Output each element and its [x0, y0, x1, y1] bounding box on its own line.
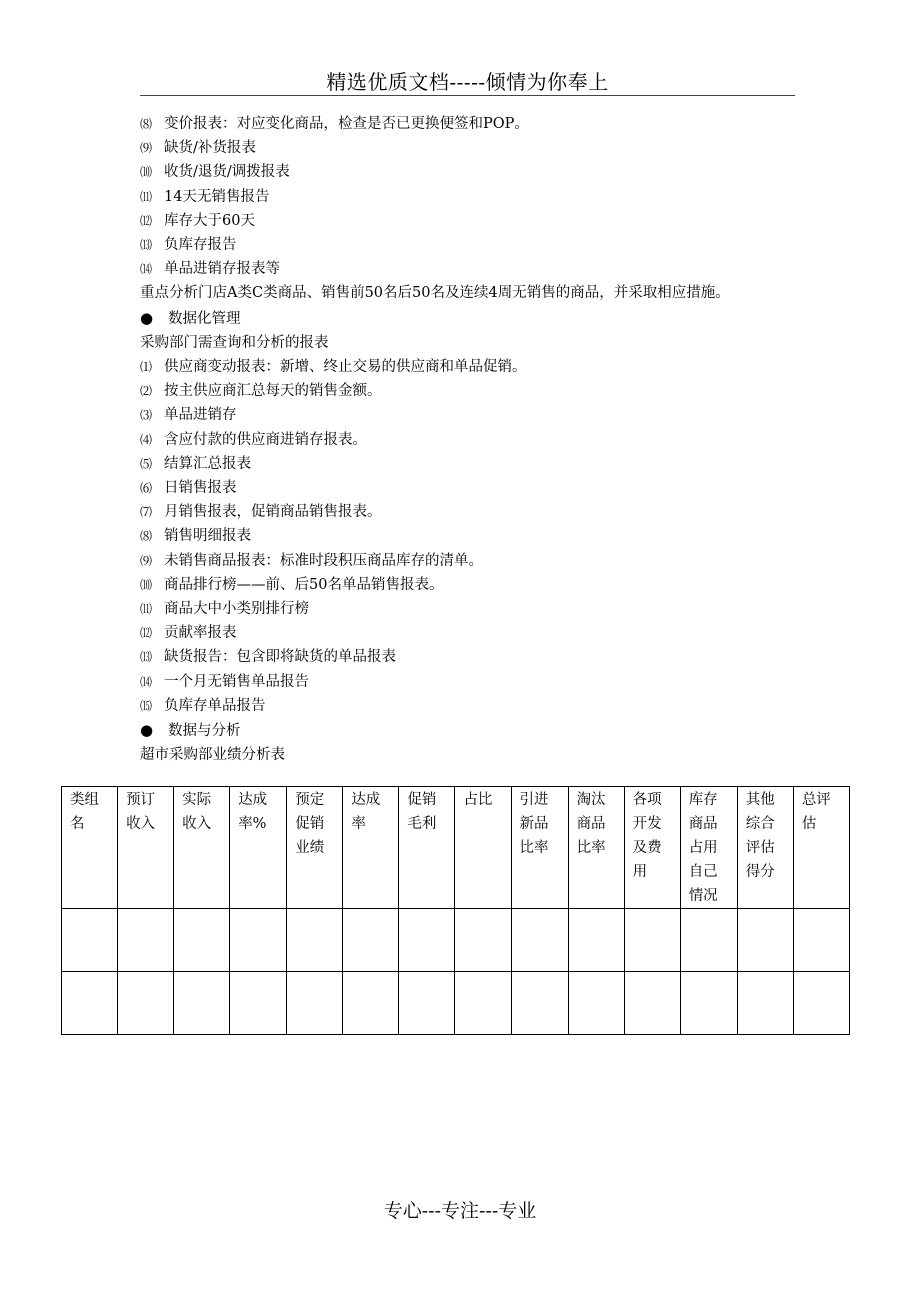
list-item	[140, 136, 800, 160]
table-cell	[737, 909, 793, 972]
table-cell	[793, 909, 849, 972]
list-item	[140, 621, 800, 645]
table-cell	[680, 972, 737, 1035]
list-item	[140, 428, 800, 452]
list-item-number: ⑵	[140, 384, 153, 399]
table-cell	[737, 972, 793, 1035]
section-title: 数据化管理	[168, 310, 241, 327]
list-item-text: 单品进销存报表等	[164, 261, 280, 278]
list-item	[140, 452, 800, 476]
list-item-text: 收货/退货/调拨报表	[164, 164, 290, 181]
list-item	[140, 573, 800, 597]
table-cell	[793, 972, 849, 1035]
list-item-text: 结算汇总报表	[164, 455, 251, 472]
list-item	[140, 379, 800, 403]
column-header: 淘汰商品比率	[568, 787, 624, 909]
list-item-number: ⑽	[140, 577, 153, 592]
table-header-row	[62, 787, 850, 909]
list-item	[140, 185, 800, 209]
list-item-text: 按主供应商汇总每天的销售金额。	[164, 383, 382, 400]
list-item	[140, 476, 800, 500]
list-item-text: 缺货/补货报表	[164, 140, 256, 157]
column-header: 总评估	[793, 787, 849, 909]
list-item-number: ⒀	[140, 238, 153, 253]
list-item-number: ⑺	[140, 505, 153, 520]
list-item-number: ⒀	[140, 650, 153, 665]
list-item-number: ⑽	[140, 165, 153, 180]
list-item	[140, 160, 800, 184]
list-item	[140, 670, 800, 694]
list-item-text: 负库存报告	[164, 237, 237, 254]
list-item-text: 未销售商品报表：标准时段积压商品库存的清单。	[164, 552, 483, 569]
table-cell	[230, 972, 287, 1035]
column-header: 类组名	[62, 787, 118, 909]
table-cell	[455, 909, 511, 972]
list-item-text: 缺货报告：包含即将缺货的单品报表	[164, 649, 396, 666]
table-cell	[118, 909, 174, 972]
list-item	[140, 549, 800, 573]
table-cell	[174, 909, 230, 972]
list-item-number: ⒂	[140, 698, 153, 713]
list-item	[140, 524, 800, 548]
list-item-text: 贡献率报表	[164, 625, 237, 642]
table-cell	[511, 972, 568, 1035]
list-item-number: ⑼	[140, 141, 153, 156]
list-item-text: 日销售报表	[164, 480, 237, 497]
list-item-text: 供应商变动报表：新增、终止交易的供应商和单品促销。	[164, 359, 527, 376]
list-item-number: ⒁	[140, 262, 153, 277]
performance-analysis-table	[61, 786, 850, 1035]
list-item	[140, 694, 800, 718]
table-cell	[343, 909, 399, 972]
column-header: 达成率%	[230, 787, 287, 909]
column-header: 各项开发及费用	[624, 787, 680, 909]
table-cell	[511, 909, 568, 972]
page-footer: 专心---专注---专业	[383, 1200, 537, 1222]
list-item-text: 销售明细报表	[164, 528, 251, 545]
list-item-text: 商品大中小类别排行榜	[164, 601, 309, 618]
list-item	[140, 112, 800, 136]
list-item-text: 月销售报表，促销商品销售报表。	[164, 504, 382, 521]
list-item	[140, 645, 800, 669]
list-item-text: 含应付款的供应商进销存报表。	[164, 431, 367, 448]
column-header: 达成率	[343, 787, 399, 909]
table-caption: 超市采购部业绩分析表	[140, 747, 285, 764]
list-item-text: 负库存单品报告	[164, 697, 266, 714]
list-item-text: 库存大于60天	[164, 212, 255, 229]
table-cell	[624, 972, 680, 1035]
document-body	[140, 112, 800, 767]
table-cell	[287, 972, 343, 1035]
bullet-icon: ●	[140, 721, 154, 740]
column-header: 预定促销业绩	[287, 787, 343, 909]
list-item-number: ⑾	[140, 602, 153, 617]
list-item-number: ⑿	[140, 213, 153, 228]
analysis-paragraph: 重点分析门店A类C类商品、销售前50名后50名及连续4周无销售的商品，并采取相应措施。	[140, 285, 730, 302]
list-item-number: ⑴	[140, 360, 153, 375]
list-item-number: ⑼	[140, 553, 153, 568]
report-list-store	[140, 112, 800, 281]
list-item-number: ⑻	[140, 529, 153, 544]
list-item-number: ⑸	[140, 456, 153, 471]
table-cell	[399, 972, 455, 1035]
list-item	[140, 500, 800, 524]
list-item-text: 变价报表：对应变化商品，检查是否已更换便签和POP。	[164, 116, 529, 132]
table-cell	[62, 909, 118, 972]
section-title: 数据与分析	[168, 723, 241, 740]
list-item	[140, 355, 800, 379]
list-item	[140, 233, 800, 257]
column-header: 占比	[455, 787, 511, 909]
list-item-number: ⑾	[140, 189, 153, 204]
table-cell	[343, 972, 399, 1035]
list-item-number: ⑷	[140, 432, 153, 447]
list-item-text: 一个月无销售单品报告	[164, 673, 309, 690]
column-header: 预订收入	[118, 787, 174, 909]
table-cell	[230, 909, 287, 972]
bullet-icon: ●	[140, 308, 154, 327]
list-item-text: 商品排行榜——前、后50名单品销售报表。	[164, 576, 444, 593]
section-heading-data-analysis	[140, 718, 800, 743]
page-header-title: 精选优质文档-----倾情为你奉上	[326, 70, 609, 94]
header-divider	[140, 95, 795, 96]
table-cell	[62, 972, 118, 1035]
column-header: 引进新品比率	[511, 787, 568, 909]
column-header: 促销毛利	[399, 787, 455, 909]
column-header: 库存商品占用自己情况	[680, 787, 737, 909]
section-heading-data-management	[140, 306, 800, 331]
table-cell	[118, 972, 174, 1035]
list-item-text: 单品进销存	[164, 407, 237, 424]
column-header: 其他综合评估得分	[737, 787, 793, 909]
list-item-text: 14天无销售报告	[164, 188, 270, 205]
list-item-number: ⒁	[140, 674, 153, 689]
table-cell	[399, 909, 455, 972]
section-intro: 采购部门需查询和分析的报表	[140, 334, 329, 351]
table-cell	[568, 972, 624, 1035]
list-item-number: ⑻	[140, 117, 153, 131]
list-item	[140, 209, 800, 233]
column-header: 实际收入	[174, 787, 230, 909]
list-item	[140, 403, 800, 427]
table-cell	[174, 972, 230, 1035]
list-item-number: ⑶	[140, 408, 153, 423]
report-list-purchasing	[140, 355, 800, 718]
table-cell	[287, 909, 343, 972]
table-cell	[568, 909, 624, 972]
table-cell	[680, 909, 737, 972]
list-item-number: ⑿	[140, 626, 153, 641]
list-item	[140, 257, 800, 281]
table-cell	[624, 909, 680, 972]
table-cell	[455, 972, 511, 1035]
list-item	[140, 597, 800, 621]
list-item-number: ⑹	[140, 481, 153, 496]
table-row	[62, 972, 850, 1035]
table-row	[62, 909, 850, 972]
